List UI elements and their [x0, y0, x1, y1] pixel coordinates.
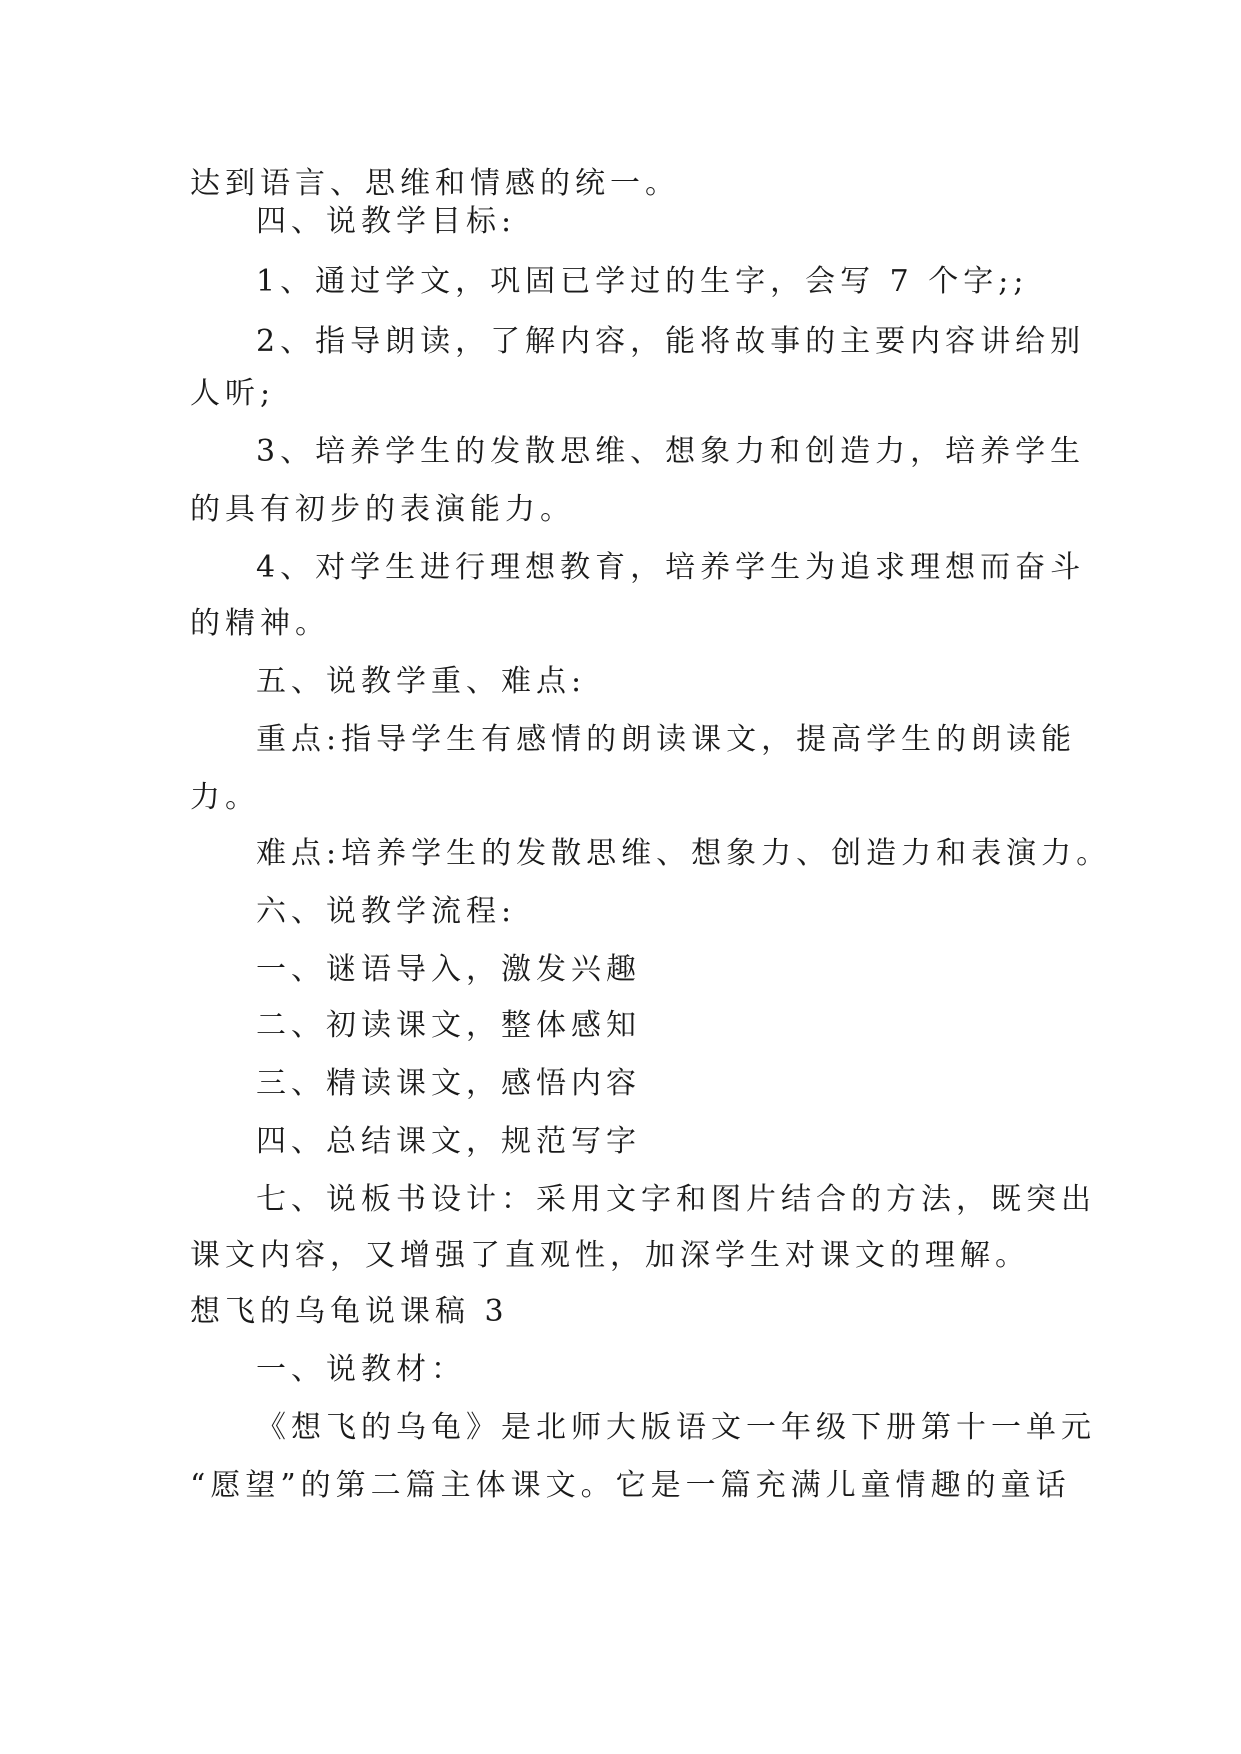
section-heading: 四、说教学目标: — [256, 204, 517, 239]
text-line: 1、通过学文，巩固已学过的生字，会写 7 个字;; — [256, 264, 1029, 299]
section-heading: 五、说教学重、难点: — [256, 664, 587, 699]
section-heading: 七、说板书设计：采用文字和图片结合的方法，既突出 — [256, 1182, 1096, 1217]
document-title: 想飞的乌龟说课稿 3 — [190, 1294, 509, 1329]
list-item: 三、精读课文，感悟内容 — [256, 1066, 641, 1101]
list-item: 一、谜语导入，激发兴趣 — [256, 952, 641, 987]
text-line: 人听; — [190, 376, 276, 411]
text-line: 力。 — [190, 780, 260, 815]
text-line: 重点:指导学生有感情的朗读课文，提高学生的朗读能 — [256, 722, 1077, 757]
text-line: “愿望”的第二篇主体课文。它是一篇充满儿童情趣的童话 — [190, 1468, 1071, 1503]
section-heading: 一、说教材： — [256, 1352, 466, 1387]
text-line: 4、对学生进行理想教育，培养学生为追求理想而奋斗 — [256, 550, 1086, 585]
text-line: 《想飞的乌龟》是北师大版语文一年级下册第十一单元 — [256, 1410, 1096, 1445]
list-item: 四、总结课文，规范写字 — [256, 1124, 641, 1159]
section-heading: 六、说教学流程: — [256, 894, 517, 929]
text-line: 课文内容，又增强了直观性，加深学生对课文的理解。 — [190, 1238, 1030, 1273]
text-line: 的具有初步的表演能力。 — [190, 492, 575, 527]
text-line: 的精神。 — [190, 606, 330, 641]
text-line: 3、培养学生的发散思维、想象力和创造力，培养学生 — [256, 434, 1086, 469]
list-item: 二、初读课文，整体感知 — [256, 1008, 641, 1043]
text-line: 难点:培养学生的发散思维、想象力、创造力和表演力。 — [256, 836, 1112, 871]
text-line: 达到语言、思维和情感的统一。 — [190, 166, 680, 201]
text-line: 2、指导朗读，了解内容，能将故事的主要内容讲给别 — [256, 324, 1086, 359]
